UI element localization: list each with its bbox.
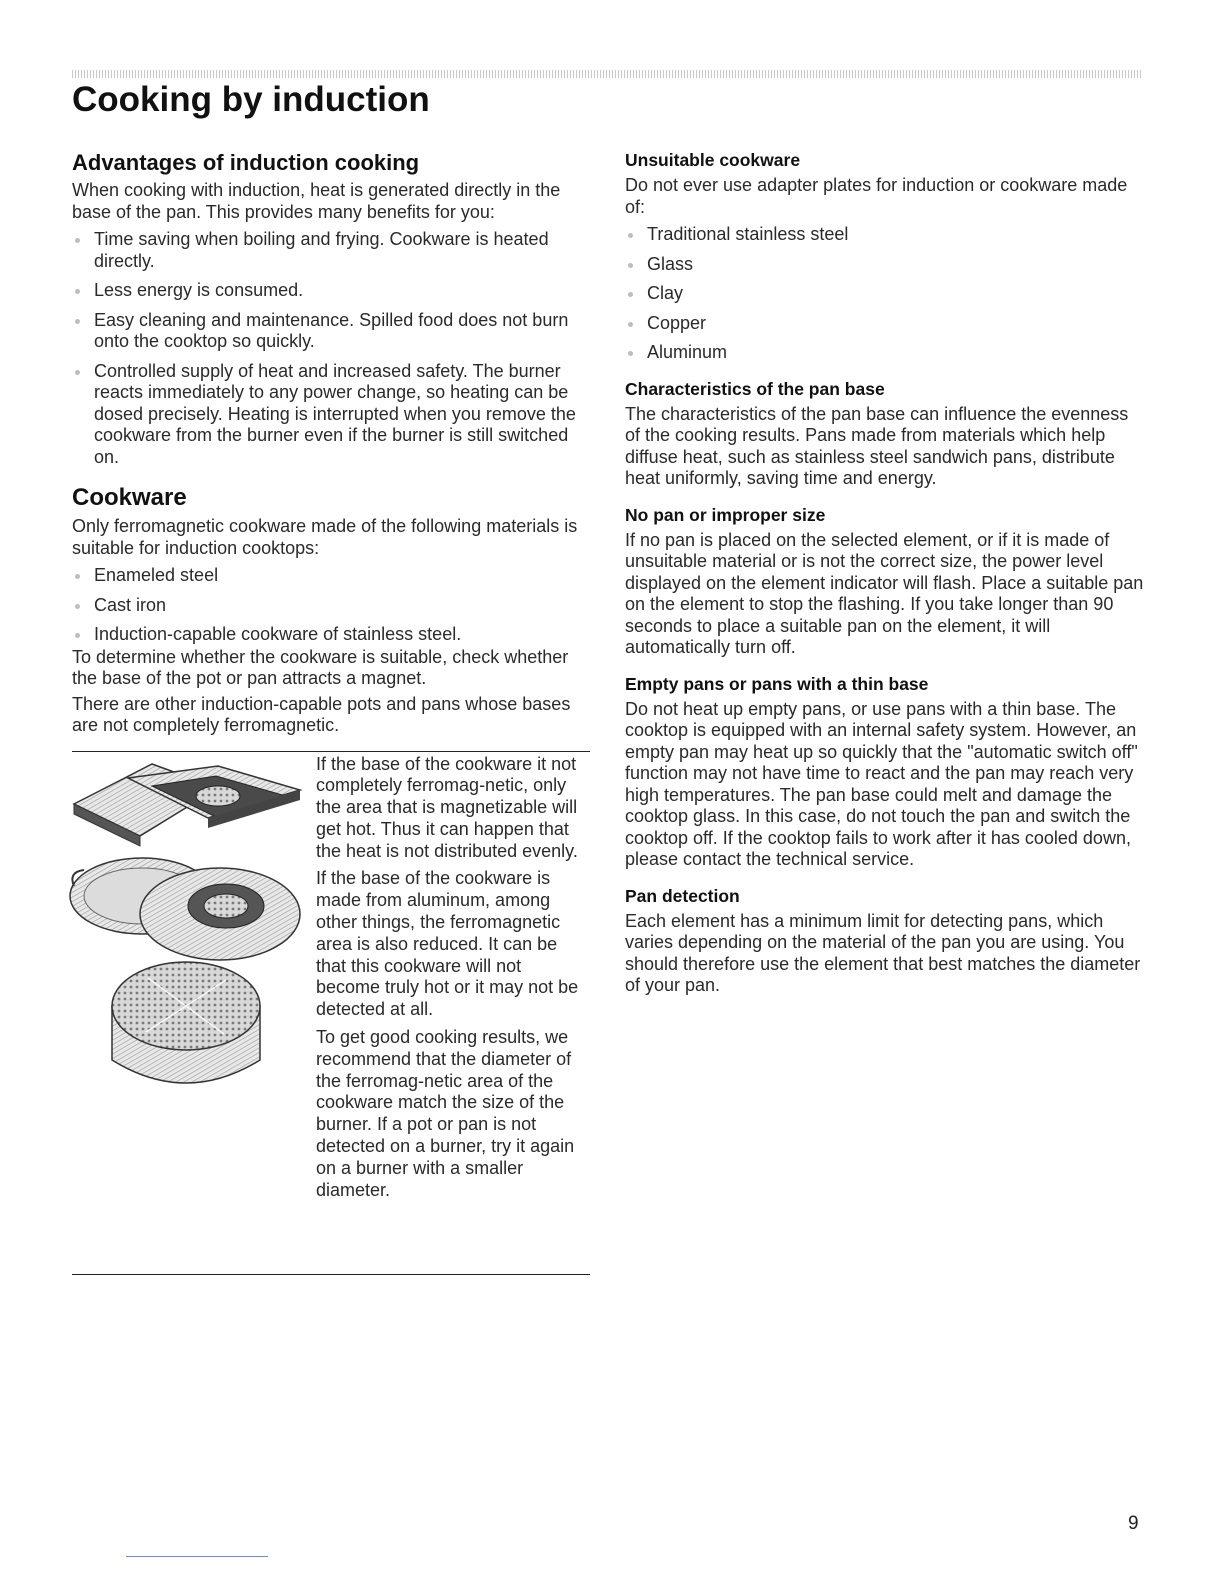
footer-rule xyxy=(126,1556,268,1557)
pan-detection-text: Each element has a minimum limit for detecting pans, which varies depending on the material of the pan you are using. You should therefore use the element that best matches the diameter of your pan. xyxy=(625,910,1141,995)
cookware-list xyxy=(72,565,590,646)
empty-pans-text: Do not heat up empty pans, or use pans with a thin base. The cooktop is equipped with an internal safety system. However, an empty pan may heat up so quickly that the "automatic switch off" function may not have time to react and the pan may reach very high temperatures. The pan base could melt and damage the cooktop glass. In this case, do not touch the pan and switch the cooktop off. If the cooktop fails to work after it has cooled down, please contact the technical service. xyxy=(625,698,1138,869)
no-pan-text: If no pan is placed on the selected element, or if it is made of unsuitable material or is not the correct size, the power level displayed on the element indicator will flash. Place a suitable pan on the element to stop the flashing. If you take longer than 90 seconds to place a suitable pan on the element, it will automatically turn off. xyxy=(625,529,1144,657)
list-item: Cast iron xyxy=(72,595,590,617)
cookware-para-magnet: To determine whether the cookware is suitable, check whether the base of the pot or pan attracts a magnet. xyxy=(72,646,569,688)
list-item: Easy cleaning and maintenance. Spilled food does not burn onto the cooktop so quickly. xyxy=(72,310,590,353)
pan-detection-heading: Pan detection xyxy=(625,885,740,906)
header-rule xyxy=(72,70,1142,78)
cookware-para-other: There are other induction-capable pots and pans whose bases are not completely ferromagnetic. xyxy=(72,693,571,735)
characteristics-text: The characteristics of the pan base can influence the evenness of the cooking results. Pans made from materials which help diffuse heat, such as stainless steel sandwich pans, distribute heat uniformly, saving time and energy. xyxy=(625,403,1129,488)
figure-para-1: If the base of the cookware it not completely ferromag-netic, only the area that is magnetizable will get hot. Thus it can happen that the heat is not distributed evenly. xyxy=(316,753,578,861)
page-number: 9 xyxy=(1128,1513,1139,1534)
empty-pans-heading: Empty pans or pans with a thin base xyxy=(625,673,929,694)
no-pan-heading: No pan or improper size xyxy=(625,504,826,525)
list-item: Traditional stainless steel xyxy=(625,224,1145,246)
list-item: Enameled steel xyxy=(72,565,590,587)
right-column xyxy=(625,150,1145,997)
unsuitable-list xyxy=(625,224,1145,364)
list-item: Aluminum xyxy=(625,342,1145,364)
list-item: Less energy is consumed. xyxy=(72,280,590,302)
list-item: Clay xyxy=(625,283,1145,305)
list-item: Time saving when boiling and frying. Cookware is heated directly. xyxy=(72,229,590,272)
griddle-icon xyxy=(74,764,300,846)
figure-para-3: To get good cooking results, we recommend that the diameter of the ferromag-netic area of the cookware match the size of the burner. If a pot or pan is not detected on a burner, try it again on a burner with a smaller diameter. xyxy=(316,1027,575,1200)
cookware-figure xyxy=(72,751,590,1275)
list-item: Controlled supply of heat and increased safety. The burner reacts immediately to any power change, so heating can be dosed precisely. Heating is interrupted when you remove the cookware from the burner even if the burner is still switched on. xyxy=(72,361,590,469)
advantages-list xyxy=(72,229,590,468)
cookware-intro: Only ferromagnetic cookware made of the following materials is suitable for induction cooktops: xyxy=(72,516,578,558)
characteristics-heading: Characteristics of the pan base xyxy=(625,378,885,399)
left-column xyxy=(72,150,590,1275)
steamer-pot-icon xyxy=(112,962,260,1083)
list-item: Glass xyxy=(625,254,1145,276)
cookware-heading: Cookware xyxy=(72,484,187,511)
figure-para-2: If the base of the cookware is made from aluminum, among other things, the ferromagnetic area is also reduced. It can be that this cookware will not become truly hot or it may not be detected at all. xyxy=(316,868,579,1020)
advantages-intro: When cooking with induction, heat is generated directly in the base of the pan. This provides many benefits for you: xyxy=(72,180,561,222)
cookware-illustration xyxy=(68,756,306,1116)
unsuitable-heading: Unsuitable cookware xyxy=(625,150,801,170)
list-item: Copper xyxy=(625,313,1145,335)
unsuitable-intro: Do not ever use adapter plates for induction or cookware made of: xyxy=(625,175,1128,217)
figure-text xyxy=(316,754,590,1208)
advantages-heading: Advantages of induction cooking xyxy=(72,150,420,175)
paella-pan-icon xyxy=(70,858,300,960)
list-item: Induction-capable cookware of stainless steel. xyxy=(72,624,590,646)
page-title: Cooking by induction xyxy=(72,80,430,119)
